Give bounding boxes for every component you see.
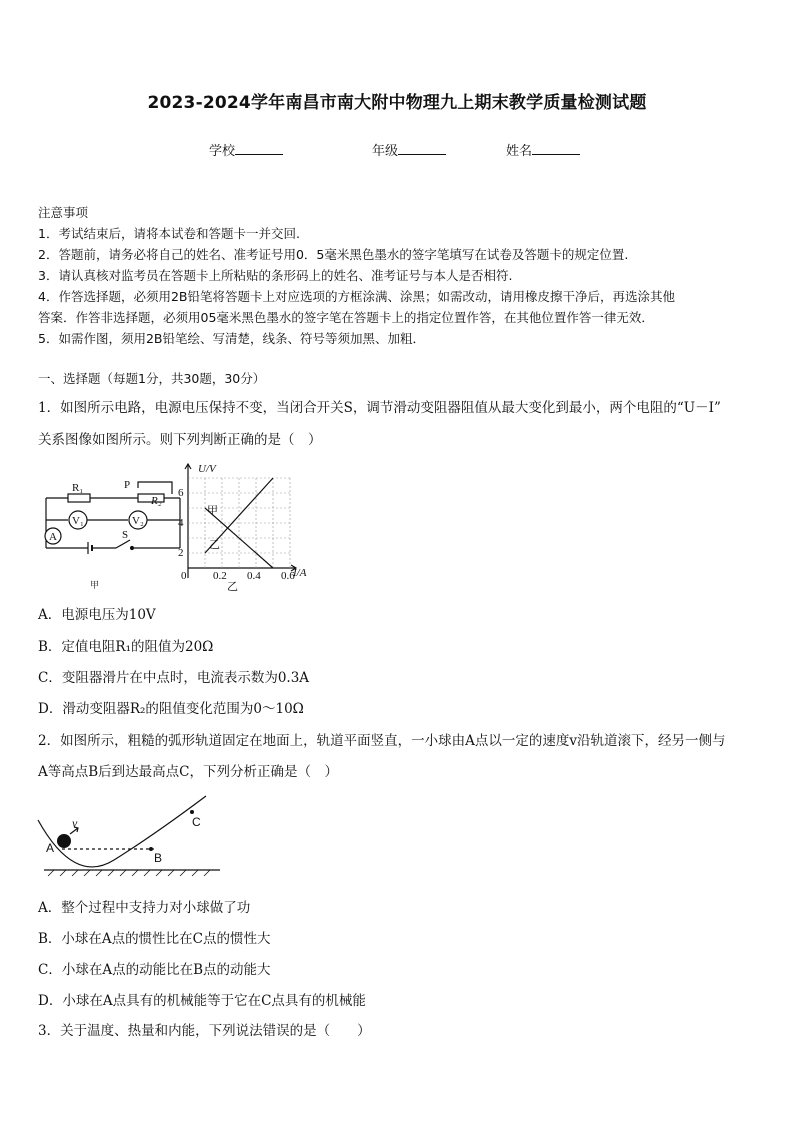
x-tick: 0.2: [213, 570, 227, 582]
origin-label: 0: [181, 570, 187, 582]
grade-label: 年级: [372, 144, 399, 159]
y-axis-label: U/V: [198, 463, 216, 475]
grade-field: [372, 140, 446, 159]
name-label: 姓名: [506, 144, 533, 159]
note-item: 4．作答选择题，必须用2B铅笔将答题卡上对应选项的方框涂满、涂黑；如需改动，请用橡皮擦干净后，再选涂其他: [38, 289, 675, 304]
question-1-figure: [38, 458, 338, 593]
question-1-stem: 1．如图所示电路，电源电压保持不变，当闭合开关S，调节滑动变阻器阻值从最大变化到最小，两个电阻的“U－I”: [38, 400, 721, 416]
v2-label: V₂: [132, 515, 144, 527]
ammeter-label: A: [49, 531, 57, 543]
circuit-diagram: [45, 482, 180, 554]
page-title: 2023-2024学年南昌市南大附中物理九上期末教学质量检测试题: [147, 93, 647, 113]
x-tick: 0.6: [281, 570, 295, 582]
line-label-jia: 甲: [207, 505, 218, 517]
question-2-stem-cont: A等高点B后到达最高点C，下列分析正确是（ ）: [38, 764, 338, 780]
question-1-option-c: C．变阻器滑片在中点时，电流表示数为0.3A: [38, 670, 310, 686]
circuit-caption: 甲: [90, 580, 100, 590]
x-axis-label: I/A: [293, 567, 307, 579]
note-item: 3．请认真核对监考员在答题卡上所粘贴的条形码上的姓名、准考证号与本人是否相符.: [38, 268, 513, 283]
v1-label: V₁: [72, 515, 84, 527]
question-1-stem-cont: 关系图像如图所示。则下列判断正确的是（ ）: [38, 432, 322, 448]
question-2-track-figure: [34, 790, 234, 880]
y-tick: 2: [178, 547, 184, 559]
note-item: 1．考试结束后，请将本试卷和答题卡一并交回.: [38, 226, 300, 241]
line-label-yi: 乙: [209, 539, 220, 551]
question-1-option-a: A．电源电压为10V: [38, 607, 156, 623]
y-tick: 4: [178, 517, 184, 529]
question-2-option-c: C．小球在A点的动能比在B点的动能大: [38, 962, 271, 978]
name-field: [506, 140, 580, 159]
school-label: 学校: [209, 144, 236, 159]
switch-label: S: [122, 529, 129, 541]
x-tick: 0.4: [247, 570, 261, 582]
slider-p-label: P: [124, 479, 131, 491]
question-2-option-d: D．小球在A点具有的机械能等于它在C点具有的机械能: [38, 993, 366, 1009]
question-1-option-d: D．滑动变阻器R₂的阻值变化范围为0～10Ω: [38, 701, 304, 717]
question-2-option-b: B．小球在A点的惯性比在C点的惯性大: [38, 931, 271, 947]
r2-label: R₂: [151, 495, 162, 507]
section-heading: 一、选择题（每题1分，共30题，30分）: [38, 371, 266, 386]
point-b-label: B: [154, 851, 163, 865]
notes-heading: 注意事项: [38, 205, 89, 220]
velocity-label: v: [72, 816, 78, 830]
question-2-option-a: A．整个过程中支持力对小球做了功: [38, 900, 251, 916]
r1-label: R₁: [72, 482, 84, 494]
point-c-label: C: [192, 815, 201, 829]
ball: [57, 834, 71, 848]
note-item: 答案．作答非选择题，必须用05毫米黑色墨水的签字笔在答题卡上的指定位置作答，在其他位置作答一律无效．: [38, 310, 654, 325]
point-a-label: A: [46, 841, 55, 855]
y-tick: 6: [178, 487, 184, 499]
question-2-stem: 2．如图所示，粗糙的弧形轨道固定在地面上，轨道平面竖直，一小球由A点以一定的速度v沿轨道滚下，经另一侧与: [38, 733, 726, 749]
note-item: 5．如需作图，须用2B铅笔绘、写清楚，线条、符号等须加黑、加粗．: [38, 331, 425, 346]
question-1-option-b: B．定值电阻R₁的阻值为20Ω: [38, 639, 214, 655]
note-item: 2．答题前，请务必将自己的姓名、准考证号用0．5毫米黑色墨水的签字笔填写在试卷及答题卡的规定位置.: [38, 247, 629, 262]
graph-caption: 乙: [227, 581, 238, 593]
question-3-stem: 3．关于温度、热量和内能，下列说法错误的是（ ）: [38, 1023, 371, 1039]
u-i-graph: [185, 464, 296, 578]
school-field: [209, 140, 283, 159]
